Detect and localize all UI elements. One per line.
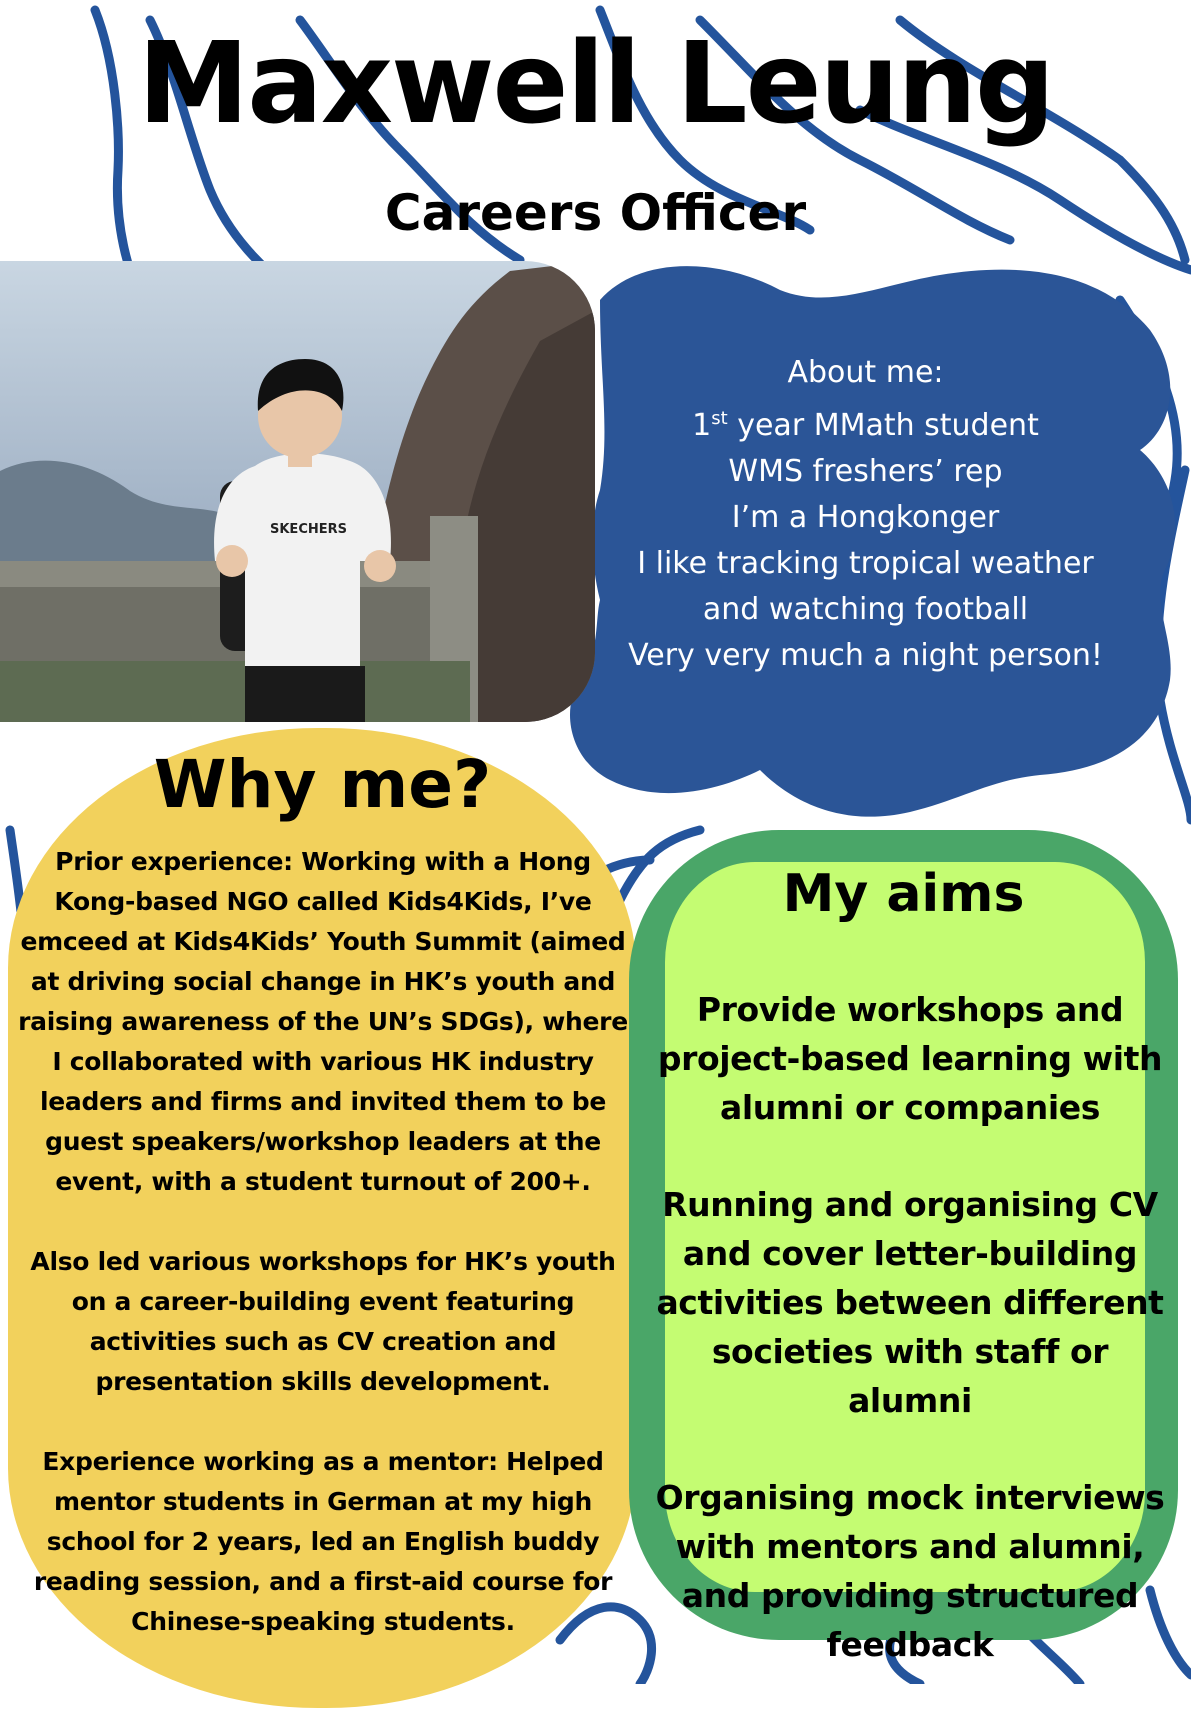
- about-line: WMS freshers’ rep: [728, 454, 1003, 489]
- aim-item: Organising mock interviews with mentors and alumni, and providing structured feedback: [655, 1478, 1165, 1664]
- about-line: I’m a Hongkonger: [731, 500, 1000, 535]
- about-line: and watching football: [702, 592, 1029, 627]
- photo-illustration: [0, 261, 595, 722]
- aims-title: My aims: [782, 864, 1025, 924]
- left-hand: [216, 545, 248, 577]
- shirt-logo: SKECHERS: [270, 522, 347, 537]
- year-text: year MMath student: [727, 408, 1039, 443]
- shorts: [245, 666, 365, 722]
- aims-list: [655, 985, 1165, 1717]
- aim-item: Running and organising CV and cover letter-building activities between different societies with staff or alumni: [656, 1185, 1164, 1420]
- about-heading: About me:: [787, 355, 944, 390]
- ground: [0, 661, 470, 722]
- about-line: I like tracking tropical weather: [637, 546, 1094, 581]
- why-me-body: [14, 842, 632, 1682]
- neck: [288, 451, 312, 467]
- aim-item: Provide workshops and project-based learning with alumni or companies: [657, 990, 1163, 1127]
- role-title: Careers Officer: [384, 184, 807, 242]
- about-line: Very very much a night person!: [628, 638, 1103, 673]
- why-me-title: Why me?: [153, 746, 492, 823]
- year-ordinal: st: [711, 408, 728, 429]
- profile-photo: [0, 261, 595, 722]
- year-number: 1: [692, 408, 712, 443]
- person-name: Maxwell Leung: [137, 19, 1054, 149]
- why-paragraph: Experience working as a mentor: Helped mentor students in German at my high school for 2 years, led an English buddy reading session, and a first-aid course for Chinese-speaking students.: [33, 1447, 613, 1636]
- why-paragraph: Prior experience: Working with a Hong Kong-based NGO called Kids4Kids, I’ve emceed at Kids4Kids’ Youth Summit (aimed at driving social change in HK’s youth and raising awareness of the UN’s SDGs), where I collaborated with various HK industry leaders and firms and invited them to be guest speakers/workshop leaders at the event, with a student turnout of 200+.: [18, 847, 628, 1196]
- about-line-year: [598, 396, 1133, 449]
- right-hand: [364, 550, 396, 582]
- about-me-section: [598, 350, 1133, 679]
- why-paragraph: Also led various workshops for HK’s youth on a career-building event featuring activities such as CV creation and presentation skills development.: [30, 1247, 616, 1396]
